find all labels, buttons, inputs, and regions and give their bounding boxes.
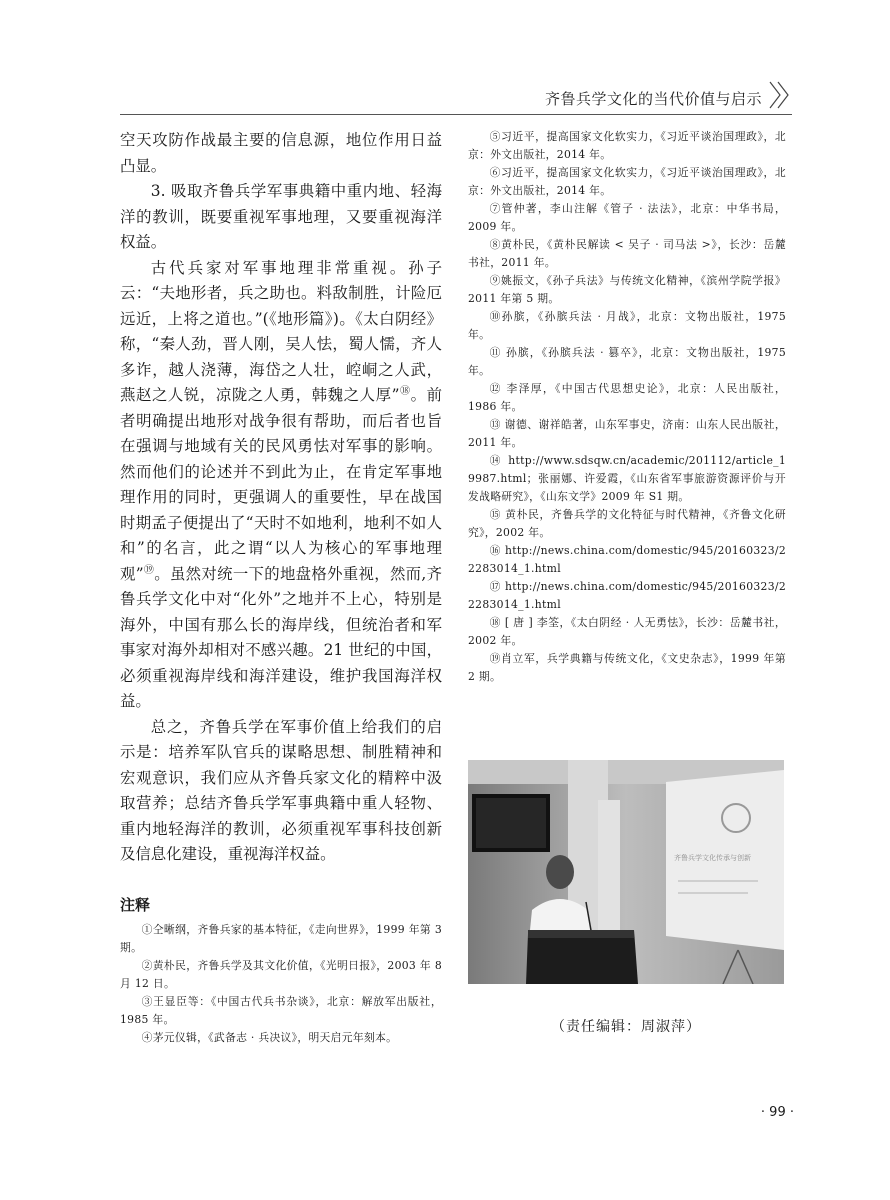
notes-heading: 注释 xyxy=(120,895,151,914)
note-7: ⑦管仲著，李山注解《管子 · 法法》，北京：中华书局，2009 年。 xyxy=(468,202,786,233)
note-9: ⑨姚振文，《孙子兵法》与传统文化精神，《滨州学院学报》2011 年第 5 期。 xyxy=(468,274,786,305)
footnote-ref-18: ⑱ xyxy=(399,385,411,397)
paragraph-3-part-1: 古代兵家对军事地理非常重视。孙子云：“夫地形者，兵之助也。料敌制胜，计险厄远近，上将之道也。”(《地形篇》)。《太白阴经》称，“秦人劲，晋人刚，吴人怯，蜀人懦，齐人多诈，越人浇薄，海岱之人壮，崆峒之人武，燕赵之人锐，凉陇之人勇，韩魏之人厚” xyxy=(120,258,442,404)
note-15: ⑮ 黄朴民，齐鲁兵学的文化特征与时代精神，《齐鲁文化研究》，2002 年。 xyxy=(468,508,786,539)
note-18: ⑱ [ 唐 ] 李筌，《太白阴经 · 人无勇怯》，长沙：岳麓书社，2002 年。 xyxy=(468,616,786,647)
body-paragraph-4: 总之，齐鲁兵学在军事价值上给我们的启示是：培养军队官兵的谋略思想、制胜精神和宏观意识，我们应从齐鲁兵家文化的精粹中汲取营养；总结齐鲁兵学军事典籍中重人轻物、重内地轻海洋的教训，必须重视军事科技创新及信息化建设，重视海洋权益。 xyxy=(120,717,442,863)
body-paragraph-1: 空天攻防作战最主要的信息源，地位作用日益凸显。 xyxy=(120,131,442,175)
lecture-photo xyxy=(468,760,784,984)
body-paragraph-3 xyxy=(120,256,442,715)
podium xyxy=(526,930,638,984)
left-column xyxy=(120,128,442,1047)
paragraph-3-part-3: 。虽然对统一下的地盘格外重视，然而,齐鲁兵学文化中对“化外”之地并不上心，特别是海外，中国有那么长的海岸线，但统治者和军事家对海外却相对不感兴趣。21 世纪的中国，必须重视海岸线和海洋建设，维护我国海洋权益。 xyxy=(120,564,442,710)
right-column-notes xyxy=(468,128,786,686)
note-3: ③王显臣等：《中国古代兵书杂谈》，北京：解放军出版社，1985 年。 xyxy=(120,994,442,1026)
note-16: ⑯ http://news.china.com/domestic/945/20160323/22283014_1.html xyxy=(468,544,786,575)
note-13: ⑬ 谢德、谢祥皓著，山东军事史，济南：山东人民出版社，2011 年。 xyxy=(468,418,786,449)
body-paragraph-2: 3. 吸取齐鲁兵学军事典籍中重内地、轻海洋的教训，既要重视军事地理，又要重视海洋权益。 xyxy=(120,182,442,251)
note-17: ⑰ http://news.china.com/domestic/945/20160323/22283014_1.html xyxy=(468,580,786,611)
note-10: ⑩孙膑，《孙膑兵法 · 月战》，北京：文物出版社，1975 年。 xyxy=(468,310,786,341)
header-rule xyxy=(120,114,792,115)
note-2: ②黄朴民，齐鲁兵学及其文化价值，《光明日报》，2003 年 8 月 12 日。 xyxy=(120,958,442,990)
note-1: ①仝晰纲，齐鲁兵家的基本特征，《走向世界》，1999 年第 3 期。 xyxy=(120,922,442,954)
note-14: ⑭ http://www.sdsqw.cn/academic/201112/article_19987.html；张丽娜、许爱霞，《山东省军事旅游资源评价与开发战略研究》，《山东文学》2009 年 S1 期。 xyxy=(468,454,786,503)
note-19: ⑲肖立军，兵学典籍与传统文化，《文史杂志》，1999 年第 2 期。 xyxy=(468,652,786,683)
note-4: ④茅元仪辑，《武备志 · 兵决议》，明天启元年刻本。 xyxy=(141,1030,398,1044)
projector-screen-text: 齐鲁兵学文化传承与创新 xyxy=(674,854,751,862)
speaker-head xyxy=(546,855,574,889)
note-8: ⑧黄朴民，《黄朴民解读 < 吴子 · 司马法 >》，长沙：岳麓书社，2011 年。 xyxy=(468,238,786,269)
page-number: · 99 · xyxy=(760,1105,794,1120)
note-5: ⑤习近平，提高国家文化软实力，《习近平谈治国理政》，北京：外文出版社，2014 年。 xyxy=(468,130,786,161)
editor-credit: （责任编辑：周淑萍） xyxy=(551,1019,701,1035)
note-6: ⑥习近平，提高国家文化软实力，《习近平谈治国理政》，北京：外文出版社，2014 年。 xyxy=(468,166,786,197)
running-header-title: 齐鲁兵学文化的当代价值与启示 xyxy=(544,90,762,108)
footnote-ref-19: ⑲ xyxy=(143,564,155,576)
double-chevron-icon xyxy=(766,80,794,110)
note-11: ⑪ 孙膑，《孙膑兵法 · 篡卒》，北京：文物出版社，1975 年。 xyxy=(468,346,786,377)
note-12: ⑫ 李泽厚，《中国古代思想史论》，北京：人民出版社，1986 年。 xyxy=(468,382,786,413)
paragraph-3-part-2: 。前者明确提出地形对战争很有帮助，而后者也旨在强调与地域有关的民风勇怯对军事的影响。然而他们的论述并不到此为止，在肯定军事地理作用的同时，更强调人的重要性，早在战国时期孟子便提出了“天时不如地利，地利不如人和”的名言，此之谓“以人为核心的军事地理观” xyxy=(120,386,442,583)
